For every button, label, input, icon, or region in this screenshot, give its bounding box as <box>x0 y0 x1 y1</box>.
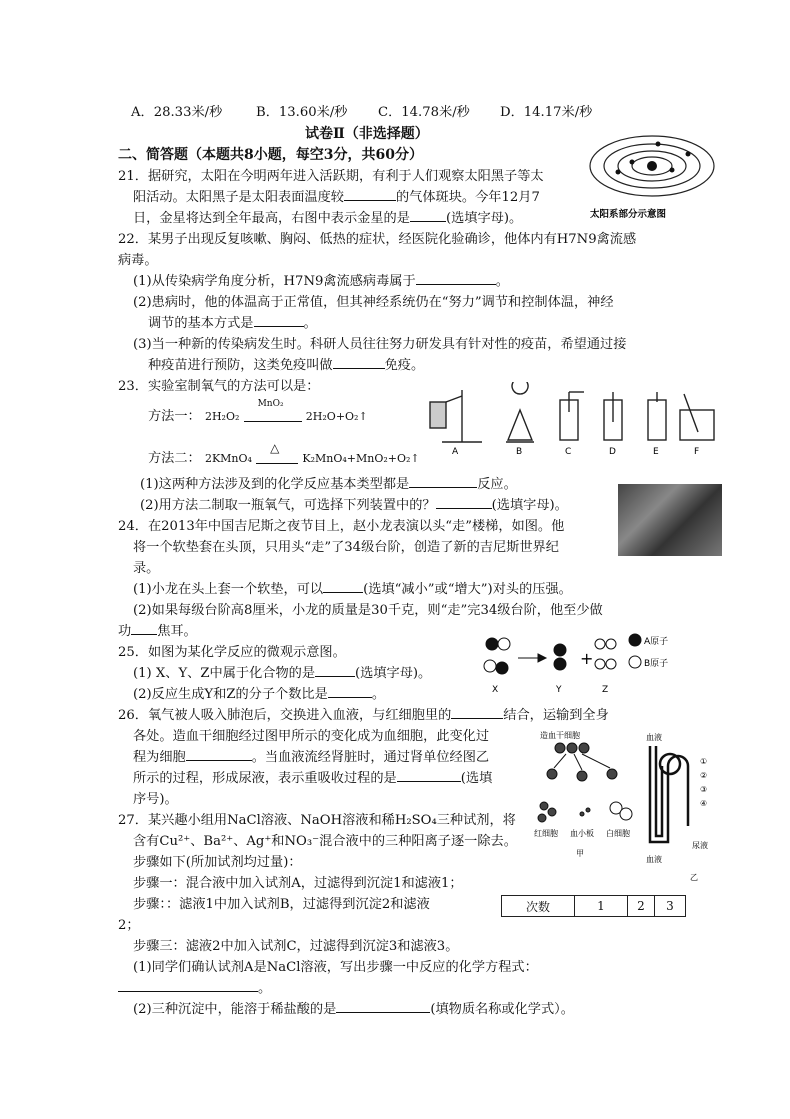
q23-text: 反应。 <box>477 477 517 492</box>
app-label: E <box>653 447 659 457</box>
q22-text: 种疫苗进行预防，这类免疫叫做 <box>148 358 333 373</box>
q26-text: 结合，运输到全身 <box>503 708 609 723</box>
q27-p2 <box>133 998 574 1017</box>
q22-text: 。 <box>303 316 317 331</box>
blank[interactable] <box>315 664 355 677</box>
app-label: A <box>452 447 459 457</box>
q23-p2 <box>140 494 568 513</box>
q24-text: (1)小龙在头上套一个软垫，可以 <box>133 582 324 597</box>
app-label: F <box>694 447 700 457</box>
q22-line2: 病毒。 <box>118 253 158 268</box>
blank[interactable] <box>397 769 461 782</box>
q21-text: 日，金星将达到全年最高，右图中表示金星的是 <box>133 211 410 226</box>
q27-text: (填物质名称或化学式）。 <box>430 1002 574 1017</box>
app-label: B <box>516 447 523 457</box>
blank[interactable] <box>436 496 492 509</box>
q27-line2: 含有Cu²⁺、Ba²⁺、Ag⁺和NO₃⁻混合液中的三种阳离子逐一除去。 <box>133 834 517 849</box>
blank[interactable] <box>333 356 385 369</box>
q27-step2: 步骤：：滤液1中加入试剂B，过滤得到沉淀2和滤液 <box>133 897 430 912</box>
solar-caption: 太阳系部分示意图 <box>590 209 667 220</box>
q27-line3: 步骤如下(所加试剂均过量)： <box>133 855 302 870</box>
q26-text: 所示的过程，形成尿液，表示重吸收过程的是 <box>133 771 397 786</box>
table-cell: 次数 <box>502 896 575 917</box>
q22-text: (1)从传染病学角度分析，H7N9禽流感病毒属于 <box>133 274 416 289</box>
q21-text: 的气体斑块。今年12月7 <box>396 190 540 205</box>
q26-line5: 序号)。 <box>133 792 178 807</box>
paper2-title: 试卷Ⅱ（非选择题） <box>305 126 429 142</box>
table-cell: 3 <box>655 896 686 917</box>
q24-line2: 将一个软垫套在头顶，只用头“走”了34级台阶，创造了新的吉尼斯世界纪 <box>133 540 559 555</box>
blank[interactable] <box>254 314 304 327</box>
q27-text: 。 <box>258 981 272 996</box>
q24-p2: (2)如果每级台阶高8厘米，小龙的质量是30千克，则“走”完34级台阶，他至少做 <box>133 603 603 618</box>
blood-kidney-figure <box>530 724 720 884</box>
q22-text: 调节的基本方式是 <box>148 316 254 331</box>
blank[interactable] <box>118 979 258 992</box>
q22-p3a: (3)当一种新的传染病发生时。科研人员往往努力研发具有针对性的疫苗，希望通过接 <box>133 337 627 352</box>
blank[interactable] <box>451 706 503 719</box>
app-label: C <box>565 447 572 457</box>
reaction-condition: MnO₂ <box>257 399 284 409</box>
blank[interactable] <box>416 272 496 285</box>
q22-p2a: (2)患病时，他的体温高于正常值，但其神经系统仍在“努力”调节和控制体温，神经 <box>133 295 614 310</box>
q22-p3b <box>148 354 424 373</box>
q23-method1 <box>148 399 368 424</box>
q24-p1 <box>133 578 572 597</box>
q23-text: (选填字母)。 <box>491 498 568 513</box>
q26-text: 26．氧气被人吸入肺泡后，交换进入血液，与红细胞里的 <box>118 708 452 723</box>
q25-text: (选填字母)。 <box>355 666 432 681</box>
q26-text: (选填 <box>460 771 493 786</box>
q22-p1 <box>133 270 509 289</box>
fig-z: Z <box>602 685 609 695</box>
q22-p2b <box>148 312 317 331</box>
legend-a: A原子 <box>644 637 669 647</box>
option-c: C．14.78米/秒 <box>378 105 470 120</box>
q21-text: 阳活动。太阳黑子是太阳表面温度较 <box>133 190 344 205</box>
q23-method2 <box>148 441 420 466</box>
q27-text: (2)三种沉淀中，能溶于稀盐酸的是 <box>133 1002 337 1017</box>
q26-line3 <box>133 746 489 765</box>
num-label: ③ <box>700 785 708 794</box>
platelet-label: 血小板 <box>570 829 594 838</box>
yi-label: 乙 <box>690 873 698 882</box>
q23-p1 <box>140 473 517 492</box>
option-d: D．14.17米/秒 <box>500 105 593 120</box>
wbc-label: 白细胞 <box>606 829 630 838</box>
q27-step3: 步骤三：滤液2中加入试剂C，过滤得到沉淀3和滤液3。 <box>133 939 459 954</box>
blank[interactable] <box>323 580 363 593</box>
q26-line4 <box>133 767 492 786</box>
q22-line1: 22．某男子出现反复咳嗽、胸闷、低热的症状，经医院化验确诊，他体内有H7N9禽流感 <box>118 232 637 247</box>
solar-system-figure <box>588 124 724 222</box>
app-label: D <box>609 447 616 457</box>
equation-rhs: K₂MnO₄+MnO₂+O₂↑ <box>302 452 420 465</box>
fig-x: X <box>492 685 499 695</box>
num-label: ① <box>700 757 708 766</box>
q27-line1: 27．某兴趣小组用NaCl溶液、NaOH溶液和稀H₂SO₄三种试剂，将 <box>118 813 516 828</box>
section2-title: 二、简答题（本题共8小题，每空3分，共60分） <box>118 147 423 163</box>
q27-p1: (1)同学们确认试剂A是NaCl溶液，写出步骤一中反应的化学方程式： <box>133 960 538 975</box>
q24-text: (选填“减小”或“增大”)对头的压强。 <box>363 582 572 597</box>
q25-p2 <box>133 683 385 702</box>
blood-out-label: 血液 <box>646 855 662 864</box>
equation-rhs: 2H₂O+O₂↑ <box>305 410 368 423</box>
q23-text: (1)这两种方法涉及到的化学反应基本类型都是 <box>140 477 410 492</box>
q25-text: (2)反应生成Y和Z的分子个数比是 <box>133 687 328 702</box>
equation-lhs: 2KMnO₄ <box>204 452 252 465</box>
q25-p1 <box>133 662 431 681</box>
method-label: 方法一： <box>148 409 201 424</box>
q25-line1: 25．如图为某化学反应的微观示意图。 <box>118 645 346 660</box>
blank[interactable] <box>131 622 157 635</box>
num-label: ② <box>700 771 708 780</box>
q25-text: (1) X、Y、Z中属于化合物的是 <box>133 666 316 681</box>
q21-line2 <box>133 186 540 205</box>
q26-text: 程为细胞 <box>133 750 186 765</box>
q24-line1: 24．在2013年中国吉尼斯之夜节目上，赵小龙表演以头“走”楼梯，如图。他 <box>118 519 565 534</box>
blank[interactable] <box>336 1000 430 1013</box>
molecule-figure <box>480 630 676 696</box>
q26-line1 <box>118 704 609 723</box>
q26-line2: 各处。造血干细胞经过图甲所示的变化成为血细胞，此变化过 <box>133 729 490 744</box>
blank[interactable] <box>344 188 396 201</box>
table-cell: 2 <box>628 896 655 917</box>
fig-y: Y <box>556 685 562 695</box>
stem-label: 造血干细胞 <box>540 731 580 740</box>
q24-p2b <box>118 620 197 639</box>
q24-text: 焦耳。 <box>157 624 197 639</box>
option-a: A．28.33米/秒 <box>131 105 223 120</box>
q26-text: 。当血液流经肾脏时，通过肾单位经图乙 <box>251 750 490 765</box>
num-label: ④ <box>700 799 708 808</box>
rbc-label: 红细胞 <box>534 829 558 838</box>
q24-line3: 录。 <box>133 561 160 576</box>
q25-text: 。 <box>371 687 385 702</box>
q27-p1-answer <box>118 977 271 996</box>
q27-step2b: 2； <box>118 918 140 933</box>
table-cell: 1 <box>575 896 628 917</box>
svg-text:+: + <box>580 649 594 668</box>
q23-text: (2)用方法二制取一瓶氧气，可选择下列装置中的？ <box>140 498 436 513</box>
method-label: 方法二： <box>148 451 201 466</box>
jia-label: 甲 <box>576 849 584 858</box>
q22-text: 。 <box>495 274 509 289</box>
blood-in-label: 血液 <box>646 733 662 742</box>
urine-label: 尿液 <box>692 841 708 850</box>
q23-line1: 23．实验室制氧气的方法可以是： <box>118 379 320 394</box>
q24-text: 功 <box>118 624 132 639</box>
apparatus-figure <box>422 382 720 458</box>
q21-text: (选填字母)。 <box>445 211 523 226</box>
option-b: B．13.60米/秒 <box>256 105 348 120</box>
legend-b: B原子 <box>644 659 669 669</box>
q21-line3 <box>133 207 522 226</box>
reaction-condition: △ <box>270 441 280 455</box>
equation-lhs: 2H₂O₂ <box>204 410 240 423</box>
blank[interactable] <box>410 209 446 222</box>
q22-text: 免疫。 <box>384 358 425 373</box>
q27-step1: 步骤一：混合液中加入试剂A，过滤得到沉淀1和滤液1； <box>133 876 463 891</box>
blank[interactable] <box>409 475 477 488</box>
q21-line1: 21．据研究，太阳在今明两年进入活跃期，有利于人们观察太阳黑子等太 <box>118 169 544 184</box>
count-table <box>501 895 686 917</box>
blank[interactable] <box>328 685 372 698</box>
blank[interactable] <box>186 748 252 761</box>
stairs-photo <box>618 484 722 556</box>
